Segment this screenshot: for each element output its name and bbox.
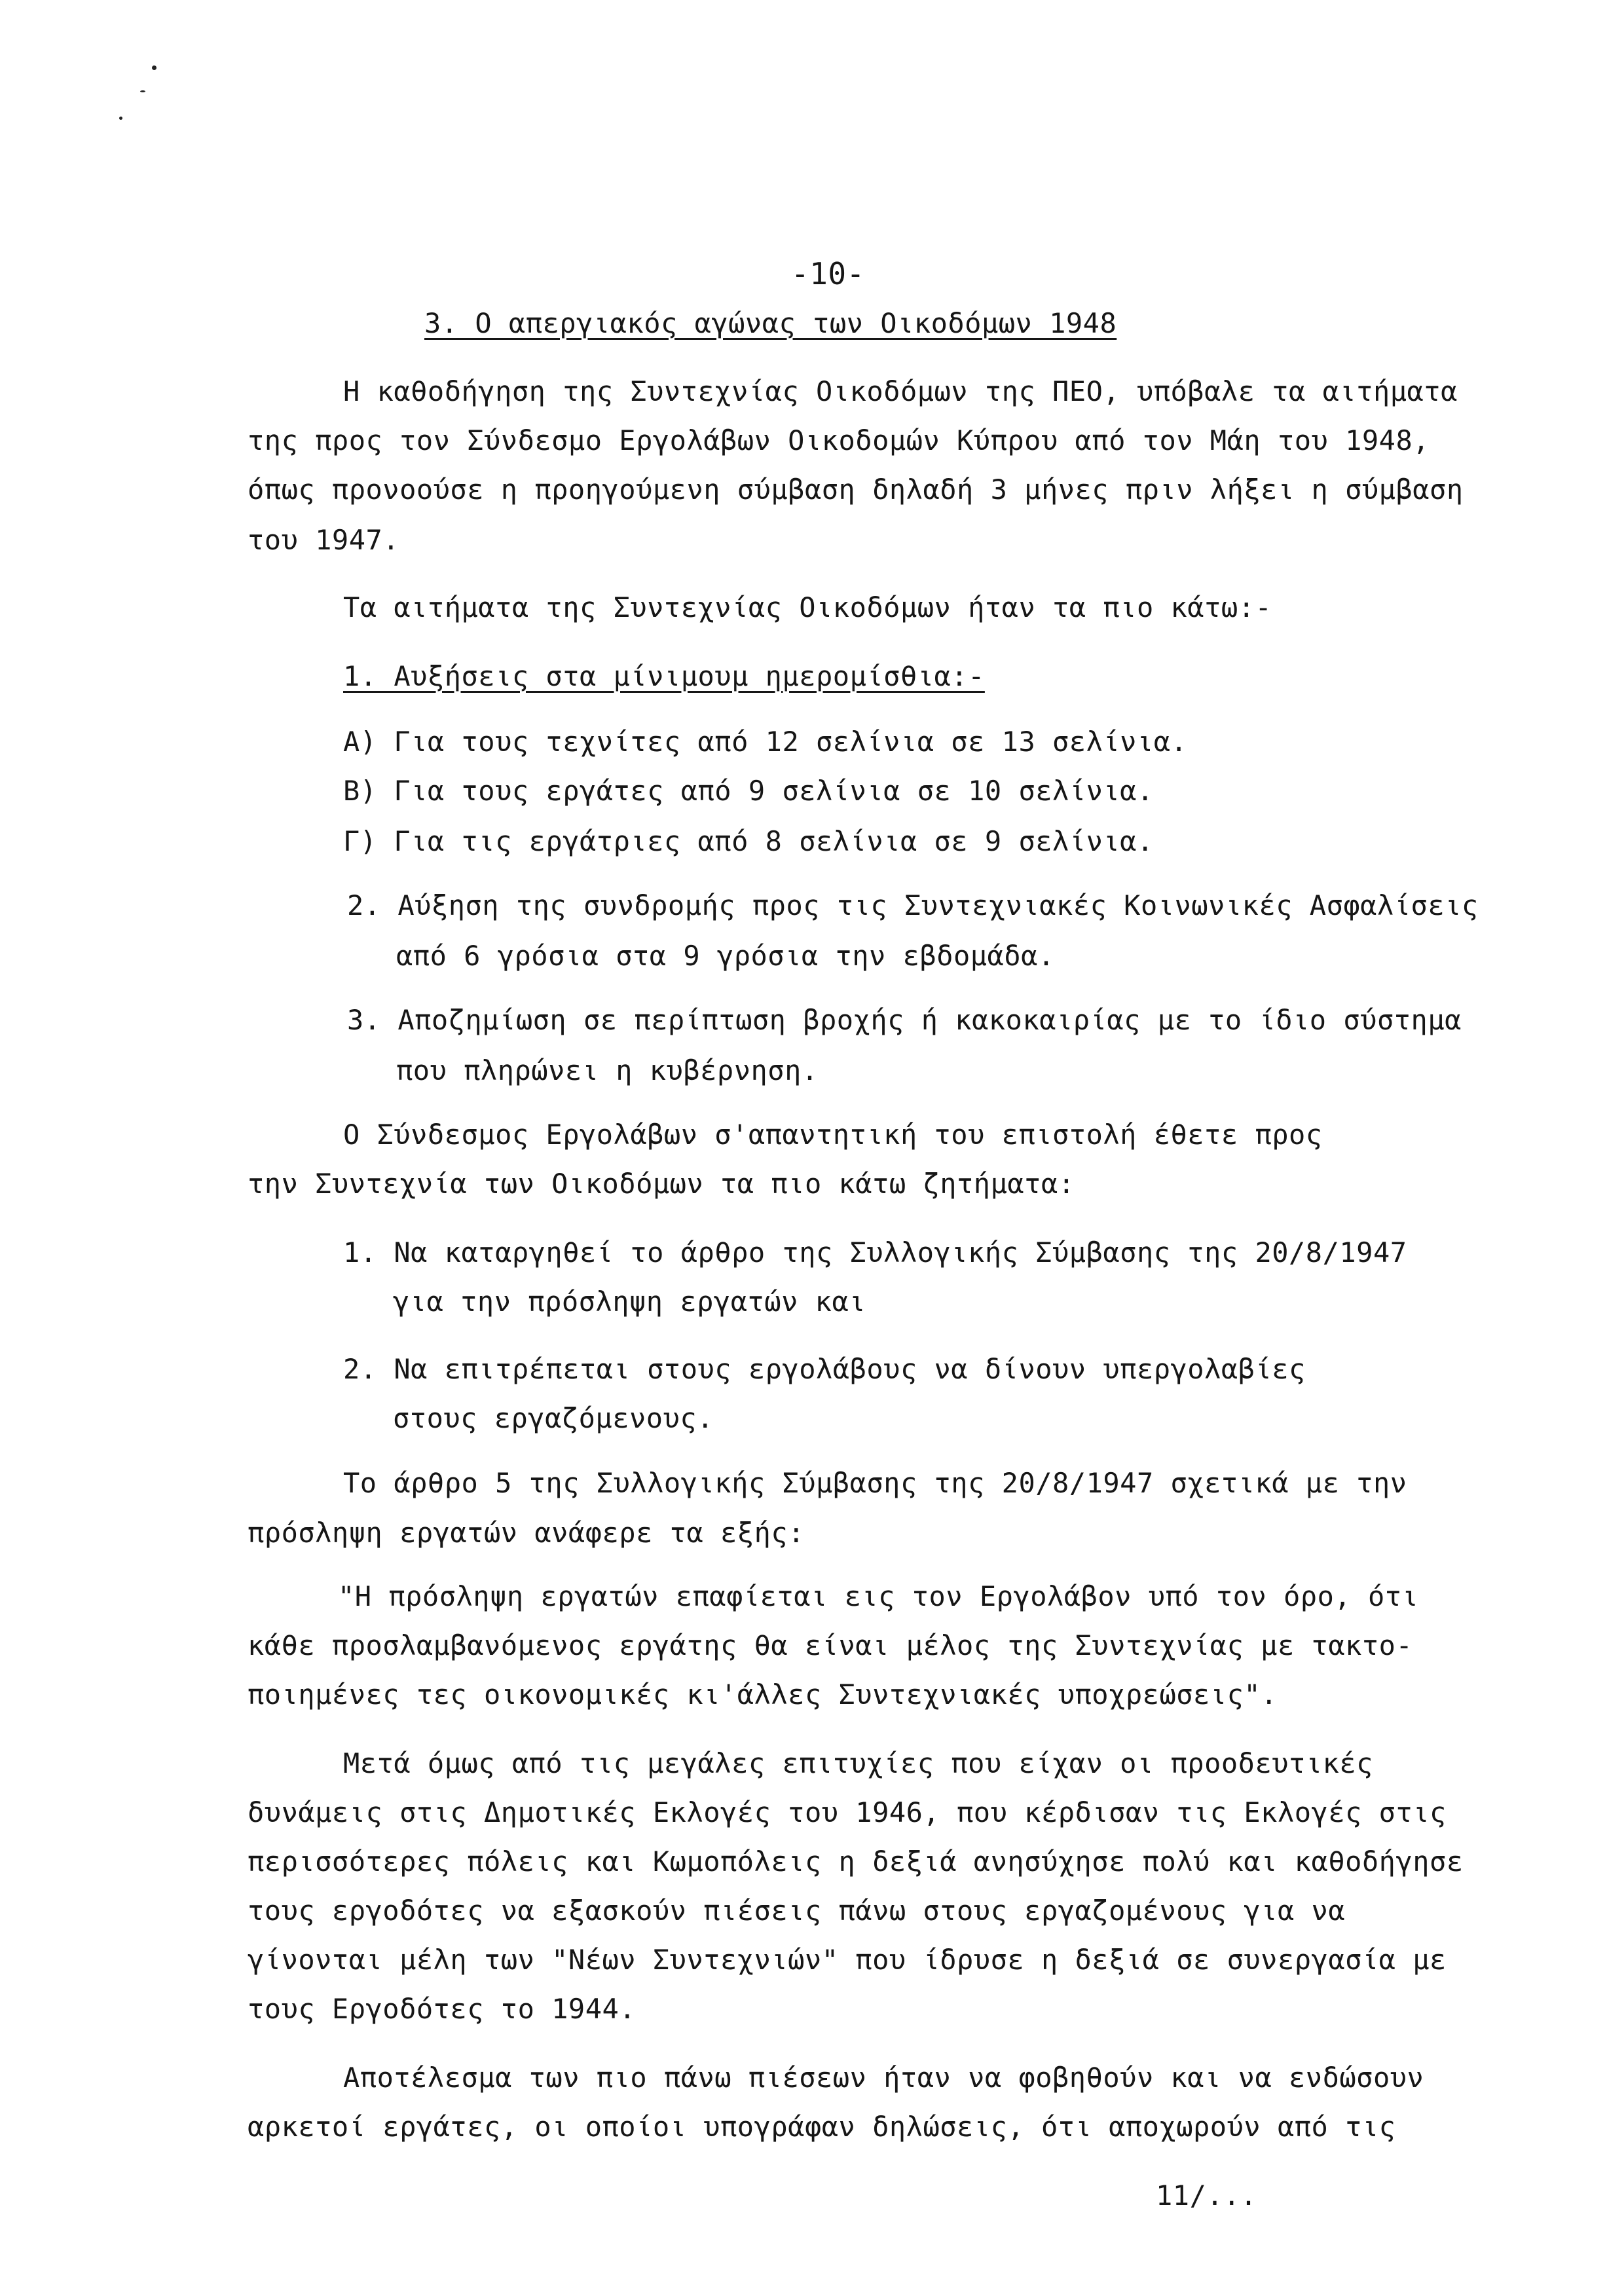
continuation-marker: 11/...	[1156, 2179, 1257, 2212]
demand-item: 2. Αύξηση της συνδρομής προς τις Συντεχνιακές Κοινωνικές Ασφαλίσεις	[347, 889, 1479, 921]
quote-line: "Η πρόσληψη εργατών επαφίεται εις τον Εργολάβον υπό τον όρο, ότι	[338, 1580, 1419, 1612]
employer-item: 2. Να επιτρέπεται στους εργολάβους να δίνουν υπεργολαβίες	[343, 1353, 1306, 1385]
paragraph-line: περισσότερες πόλεις και Κωμοπόλεις η δεξιά ανησύχησε πολύ και καθοδήγησε	[248, 1845, 1464, 1878]
employer-item: στους εργαζόμενους.	[393, 1402, 714, 1434]
demand-item: που πληρώνει η κυβέρνηση.	[396, 1054, 819, 1086]
paragraph-line: γίνονται μέλη των "Νέων Συντεχνιών" που ίδρυσε η δεξιά σε συνεργασία με	[248, 1944, 1447, 1976]
wage-item: Α) Για τους τεχνίτες από 12 σελίνια σε 13 σελίνια.	[343, 726, 1188, 758]
paragraph-line: τους εργοδότες να εξασκούν πιέσεις πάνω στους εργαζομένους για να	[248, 1895, 1346, 1927]
employer-item: 1. Να καταργηθεί το άρθρο της Συλλογικής Σύμβασης της 20/8/1947	[343, 1236, 1407, 1268]
paragraph-line: την Συντεχνία των Οικοδόμων τα πιο κάτω ζητήματα:	[248, 1168, 1075, 1200]
paragraph-line: πρόσληψη εργατών ανάφερε τα εξής:	[248, 1517, 805, 1549]
paragraph-line: Η καθοδήγηση της Συντεχνίας Οικοδόμων της ΠΕΟ, υπόβαλε τα αιτήματα	[343, 375, 1458, 407]
demand-item: από 6 γρόσια στα 9 γρόσια την εβδομάδα.	[396, 940, 1055, 972]
employer-item: για την πρόσληψη εργατών και	[393, 1286, 866, 1318]
paragraph-line: Ο Σύνδεσμος Εργολάβων σ'απαντητική του επιστολή έθετε προς	[343, 1119, 1323, 1151]
scan-speck	[140, 90, 145, 92]
paragraph-line: αρκετοί εργάτες, οι οποίοι υπογράφαν δηλώσεις, ότι αποχωρούν από τις	[248, 2111, 1396, 2143]
wage-item: Γ) Για τις εργάτριες από 8 σελίνια σε 9 σελίνια.	[343, 825, 1154, 857]
paragraph-line: Το άρθρο 5 της Συλλογικής Σύμβασης της 20/8/1947 σχετικά με την	[343, 1467, 1407, 1499]
section-title: 3. Ο απεργιακός αγώνας των Οικοδόμων 1948	[424, 307, 1117, 339]
scan-speck	[152, 65, 157, 70]
paragraph-line: της προς τον Σύνδεσμο Εργολάβων Οικοδομών Κύπρου από τον Μάη του 1948,	[248, 424, 1430, 456]
paragraph-line: τους Εργοδότες το 1944.	[248, 1993, 637, 2025]
paragraph-line: Μετά όμως από τις μεγάλες επιτυχίες που είχαν οι προοδευτικές	[343, 1747, 1373, 1779]
demands-intro: Τα αιτήματα της Συντεχνίας Οικοδόμων ήταν τα πιο κάτω:-	[343, 591, 1272, 623]
demand-item: 3. Αποζημίωση σε περίπτωση βροχής ή κακοκαιρίας με το ίδιο σύστημα	[347, 1004, 1462, 1036]
demand-heading: 1. Αυξήσεις στα μίνιμουμ ημερομίσθια:-	[343, 660, 985, 692]
page-number: -10-	[791, 256, 865, 291]
paragraph-line: όπως προνοούσε η προηγούμενη σύμβαση δηλαδή 3 μήνες πριν λήξει η σύμβαση	[248, 473, 1464, 506]
paragraph-line: δυνάμεις στις Δημοτικές Εκλογές του 1946, που κέρδισαν τις Εκλογές στις	[248, 1796, 1447, 1828]
paragraph-line: του 1947.	[248, 524, 400, 556]
wage-item: Β) Για τους εργάτες από 9 σελίνια σε 10 σελίνια.	[343, 775, 1154, 807]
scan-speck	[119, 117, 122, 120]
quote-line: ποιημένες τες οικονομικές κι'άλλες Συντεχνιακές υποχρεώσεις".	[248, 1678, 1278, 1711]
quote-line: κάθε προσλαμβανόμενος εργάτης θα είναι μέλος της Συντεχνίας με τακτο-	[248, 1629, 1413, 1661]
paragraph-line: Αποτέλεσμα των πιο πάνω πιέσεων ήταν να φοβηθούν και να ενδώσουν	[343, 2062, 1424, 2094]
